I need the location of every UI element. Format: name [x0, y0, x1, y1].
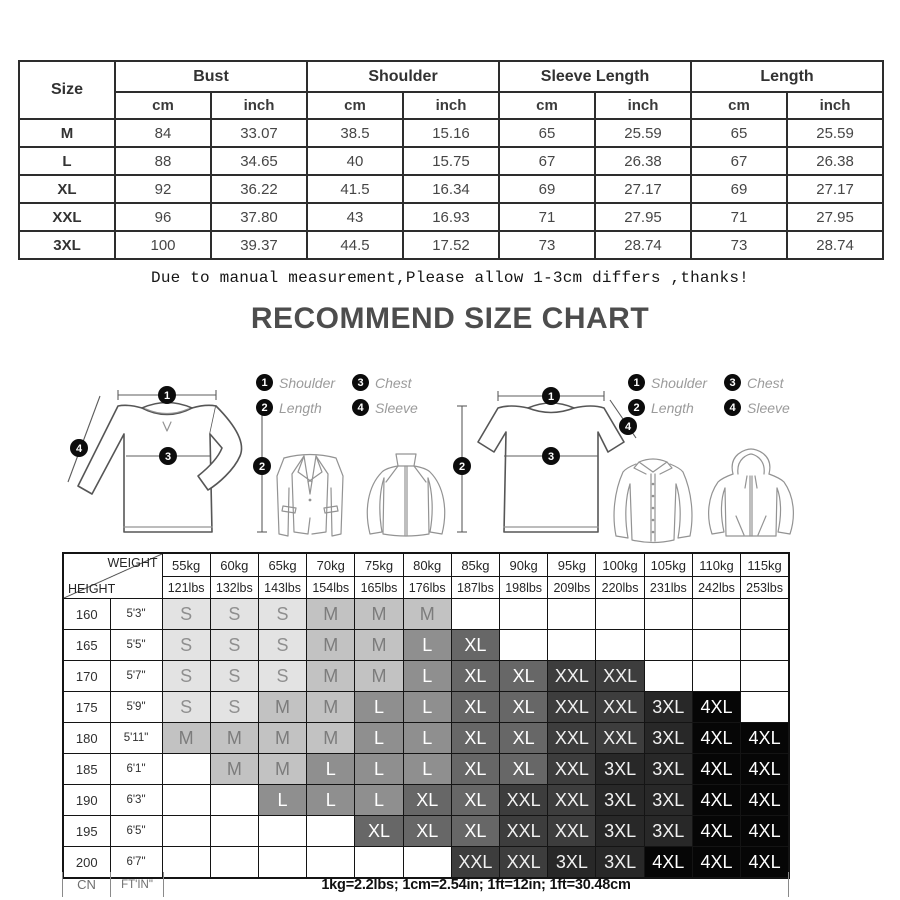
recommended-size-cell: 4XL [692, 816, 740, 847]
height-cm-value: 165 [63, 630, 110, 661]
short-sleeve-diagram [448, 368, 852, 550]
measurement-value: 67 [499, 147, 595, 175]
footer-conversion-note: 1kg=2.2lbs; 1cm=2.54in; 1ft=12in; 1ft=30.48cm [164, 872, 789, 897]
recommended-size-cell: 4XL [741, 754, 789, 785]
measurement-row [19, 231, 883, 259]
measurement-value: 27.95 [595, 203, 691, 231]
recommended-size-cell: XXL [548, 723, 596, 754]
group-header-shoulder: Shoulder [307, 61, 499, 92]
legend-item [256, 399, 352, 416]
height-cm-value: 160 [63, 599, 110, 630]
recommended-size-cell: 3XL [596, 847, 644, 879]
weight-kg-header: 70kg [307, 553, 355, 577]
legend-item [628, 399, 724, 416]
callout-sleeve [619, 417, 637, 435]
measurement-value: 28.74 [787, 231, 883, 259]
unit-header: inch [595, 92, 691, 119]
group-header-bust: Bust [115, 61, 307, 92]
weight-kg-header: 110kg [692, 553, 740, 577]
recommended-size-cell: M [307, 599, 355, 630]
measurement-table-body [19, 119, 883, 259]
recommended-size-cell: 4XL [692, 723, 740, 754]
weight-height-corner-cell [63, 553, 162, 599]
legend-item [352, 374, 436, 391]
weight-kg-header: 65kg [258, 553, 306, 577]
measurement-value: 36.22 [211, 175, 307, 203]
height-cm-value: 190 [63, 785, 110, 816]
legend-label: Sleeve [375, 399, 418, 416]
measurement-value: 43 [307, 203, 403, 231]
empty-size-cell [741, 599, 789, 630]
callout-chest [542, 447, 560, 465]
callout-length [453, 457, 471, 475]
legend-item [628, 374, 724, 391]
recommended-size-cell: M [258, 692, 306, 723]
long-sleeve-diagram [60, 368, 456, 550]
empty-size-cell [692, 630, 740, 661]
weight-lbs-row [63, 577, 789, 599]
size-matrix-row [63, 754, 789, 785]
empty-size-cell [210, 816, 258, 847]
recommended-size-cell: XXL [548, 785, 596, 816]
recommended-size-cell: XL [451, 816, 499, 847]
height-ftin-value: 6'7" [110, 847, 162, 879]
measurement-note: Due to manual measurement,Please allow 1-3cm differs ,thanks! [151, 269, 749, 287]
weight-kg-header: 75kg [355, 553, 403, 577]
recommended-size-cell: S [210, 661, 258, 692]
empty-size-cell [307, 816, 355, 847]
weight-lbs-header: 121lbs [162, 577, 210, 599]
unit-header: cm [307, 92, 403, 119]
measurement-value: 69 [691, 175, 787, 203]
recommended-size-cell: XL [355, 816, 403, 847]
size-value: 3XL [19, 231, 115, 259]
measurement-value: 71 [499, 203, 595, 231]
height-ftin-value: 5'3" [110, 599, 162, 630]
height-ftin-value: 6'3" [110, 785, 162, 816]
recommended-size-cell: 4XL [644, 847, 692, 879]
recommended-size-cell: XL [451, 630, 499, 661]
size-matrix-body [63, 599, 789, 879]
recommended-size-cell: M [355, 630, 403, 661]
height-ftin-value: 5'7" [110, 661, 162, 692]
recommended-size-cell: XXL [500, 847, 548, 879]
measurement-value: 33.07 [211, 119, 307, 147]
measurement-row [19, 147, 883, 175]
recommended-size-cell: S [210, 630, 258, 661]
measurement-value: 28.74 [595, 231, 691, 259]
legend [256, 374, 436, 416]
weight-kg-header: 60kg [210, 553, 258, 577]
footer-cn-label: CN [63, 872, 111, 897]
size-matrix-row [63, 785, 789, 816]
recommended-size-cell: S [162, 661, 210, 692]
recommended-size-cell: XXL [500, 785, 548, 816]
recommended-size-cell: M [307, 661, 355, 692]
svg-text:3: 3 [164, 450, 172, 463]
recommended-size-cell: 4XL [741, 816, 789, 847]
height-ftin-value: 6'5" [110, 816, 162, 847]
legend-label: Length [279, 399, 322, 416]
weight-lbs-header: 143lbs [258, 577, 306, 599]
recommended-size-cell: XL [451, 661, 499, 692]
recommended-size-cell: L [403, 692, 451, 723]
legend-number-badge: 4 [724, 399, 741, 416]
recommended-size-cell: 4XL [741, 847, 789, 879]
legend-item [724, 374, 808, 391]
recommended-size-cell: L [403, 723, 451, 754]
measurement-row [19, 175, 883, 203]
height-cm-value: 185 [63, 754, 110, 785]
measurement-value: 26.38 [595, 147, 691, 175]
recommended-size-cell: S [162, 599, 210, 630]
measurement-value: 65 [499, 119, 595, 147]
empty-size-cell [644, 661, 692, 692]
recommended-size-cell: XXL [596, 692, 644, 723]
recommended-size-cell: 3XL [644, 692, 692, 723]
recommended-size-cell: M [258, 754, 306, 785]
measurement-value: 25.59 [787, 119, 883, 147]
recommended-size-cell: 4XL [692, 754, 740, 785]
legend-label: Length [651, 399, 694, 416]
empty-size-cell [500, 599, 548, 630]
measurement-value: 73 [691, 231, 787, 259]
recommended-size-cell: XL [500, 723, 548, 754]
size-matrix-row [63, 692, 789, 723]
measurement-value: 88 [115, 147, 211, 175]
recommended-size-cell: M [258, 723, 306, 754]
measurement-value: 27.17 [595, 175, 691, 203]
recommended-size-cell: XXL [548, 661, 596, 692]
measurement-value: 17.52 [403, 231, 499, 259]
size-matrix-row [63, 661, 789, 692]
button-shirt-illustration [606, 452, 701, 547]
matrix-footer-row [62, 872, 789, 897]
zip-jacket-illustration [356, 448, 456, 543]
recommended-size-cell: XXL [596, 661, 644, 692]
recommended-size-cell: L [355, 754, 403, 785]
recommended-size-cell: M [307, 692, 355, 723]
recommended-size-cell: XXL [548, 816, 596, 847]
weight-lbs-header: 198lbs [500, 577, 548, 599]
callout-shoulder [158, 386, 176, 404]
height-ftin-value: 5'9" [110, 692, 162, 723]
weight-kg-header: 85kg [451, 553, 499, 577]
corner-weight-label: WEIGHT [107, 556, 158, 570]
recommended-size-cell: S [162, 692, 210, 723]
legend-item [352, 399, 436, 416]
measurement-value: 41.5 [307, 175, 403, 203]
size-value: L [19, 147, 115, 175]
empty-size-cell [692, 599, 740, 630]
legend-item [724, 399, 808, 416]
measurement-value: 96 [115, 203, 211, 231]
legend-item [256, 374, 352, 391]
measurement-value: 65 [691, 119, 787, 147]
recommended-size-cell: 3XL [644, 723, 692, 754]
measurement-value: 38.5 [307, 119, 403, 147]
corner-height-label: HEIGHT [68, 582, 116, 596]
measurement-value: 67 [691, 147, 787, 175]
recommended-size-cell: L [307, 754, 355, 785]
weight-lbs-header: 165lbs [355, 577, 403, 599]
recommended-size-cell: L [403, 661, 451, 692]
recommended-size-cell: M [162, 723, 210, 754]
measurement-row [19, 119, 883, 147]
empty-size-cell [644, 630, 692, 661]
weight-lbs-header: 220lbs [596, 577, 644, 599]
weight-kg-header: 115kg [741, 553, 789, 577]
recommended-size-cell: 3XL [644, 816, 692, 847]
size-value: M [19, 119, 115, 147]
legend-label: Shoulder [651, 374, 708, 391]
recommended-size-cell: XXL [548, 754, 596, 785]
recommended-size-cell: L [355, 723, 403, 754]
weight-lbs-header: 187lbs [451, 577, 499, 599]
empty-size-cell [451, 599, 499, 630]
recommended-size-cell: L [403, 630, 451, 661]
weight-kg-row [63, 553, 789, 577]
empty-size-cell [644, 599, 692, 630]
recommended-size-cell: S [210, 599, 258, 630]
callout-sleeve [70, 439, 88, 457]
callout-shoulder [542, 387, 560, 405]
height-cm-value: 170 [63, 661, 110, 692]
unit-header: cm [499, 92, 595, 119]
svg-text:4: 4 [624, 420, 632, 433]
recommended-size-cell: S [258, 661, 306, 692]
weight-lbs-header: 242lbs [692, 577, 740, 599]
measurement-value: 71 [691, 203, 787, 231]
legend-number-badge: 3 [724, 374, 741, 391]
measurement-value: 92 [115, 175, 211, 203]
measurement-value: 40 [307, 147, 403, 175]
recommended-size-cell: 3XL [596, 816, 644, 847]
height-cm-value: 200 [63, 847, 110, 879]
unit-header: inch [787, 92, 883, 119]
recommended-size-cell: 3XL [596, 785, 644, 816]
weight-kg-header: 100kg [596, 553, 644, 577]
empty-size-cell [741, 661, 789, 692]
recommended-size-cell: L [355, 785, 403, 816]
group-header-length: Length [691, 61, 883, 92]
empty-size-cell [162, 785, 210, 816]
measurement-value: 37.80 [211, 203, 307, 231]
measurement-value: 39.37 [211, 231, 307, 259]
recommended-size-cell: L [355, 692, 403, 723]
size-matrix-row [63, 723, 789, 754]
recommended-size-cell: XXL [548, 692, 596, 723]
measurement-value: 73 [499, 231, 595, 259]
empty-size-cell [162, 754, 210, 785]
recommended-size-cell: 3XL [596, 754, 644, 785]
measurement-value: 15.16 [403, 119, 499, 147]
measurement-value: 44.5 [307, 231, 403, 259]
svg-text:2: 2 [458, 460, 466, 473]
legend-number-badge: 2 [628, 399, 645, 416]
recommended-size-cell: XXL [451, 847, 499, 879]
unit-header-row [19, 92, 883, 119]
recommended-size-cell: S [210, 692, 258, 723]
weight-lbs-header: 132lbs [210, 577, 258, 599]
recommended-size-cell: XL [451, 754, 499, 785]
svg-text:4: 4 [75, 442, 83, 455]
recommended-size-cell: XL [500, 661, 548, 692]
measurement-value: 26.38 [787, 147, 883, 175]
empty-size-cell [596, 599, 644, 630]
footer-ftin-label: FT'IN" [111, 872, 164, 897]
recommended-size-cell: XL [451, 785, 499, 816]
weight-lbs-header: 231lbs [644, 577, 692, 599]
svg-text:2: 2 [258, 460, 266, 473]
recommended-size-cell: M [210, 723, 258, 754]
weight-lbs-header: 209lbs [548, 577, 596, 599]
weight-kg-header: 105kg [644, 553, 692, 577]
height-cm-value: 175 [63, 692, 110, 723]
svg-text:1: 1 [163, 389, 171, 402]
measurement-table [18, 60, 884, 260]
legend-label: Chest [375, 374, 412, 391]
recommended-size-cell: XXL [596, 723, 644, 754]
unit-header: inch [403, 92, 499, 119]
recommended-size-cell: XXL [500, 816, 548, 847]
unit-header: cm [115, 92, 211, 119]
measurement-row [19, 203, 883, 231]
size-matrix-table [62, 552, 790, 879]
empty-size-cell [596, 630, 644, 661]
size-matrix-row [63, 630, 789, 661]
size-matrix-row [63, 816, 789, 847]
empty-size-cell [162, 816, 210, 847]
height-ftin-value: 6'1" [110, 754, 162, 785]
legend-number-badge: 2 [256, 399, 273, 416]
svg-text:3: 3 [547, 450, 555, 463]
empty-size-cell [548, 630, 596, 661]
recommended-size-cell: S [162, 630, 210, 661]
svg-text:1: 1 [547, 390, 555, 403]
recommended-size-cell: M [355, 599, 403, 630]
legend-number-badge: 4 [352, 399, 369, 416]
empty-size-cell [258, 816, 306, 847]
empty-size-cell [548, 599, 596, 630]
recommended-size-cell: XL [403, 816, 451, 847]
measurement-value: 27.95 [787, 203, 883, 231]
empty-size-cell [741, 630, 789, 661]
size-header: Size [19, 61, 115, 119]
measurement-value: 100 [115, 231, 211, 259]
unit-header: inch [211, 92, 307, 119]
size-matrix-row [63, 599, 789, 630]
weight-kg-header: 55kg [162, 553, 210, 577]
weight-kg-header: 90kg [500, 553, 548, 577]
recommended-size-cell: XL [451, 723, 499, 754]
recommended-size-cell: XL [500, 692, 548, 723]
recommended-size-cell: 4XL [692, 785, 740, 816]
measurement-value: 27.17 [787, 175, 883, 203]
legend-number-badge: 1 [256, 374, 273, 391]
height-ftin-value: 5'11" [110, 723, 162, 754]
empty-size-cell [500, 630, 548, 661]
weight-lbs-header: 176lbs [403, 577, 451, 599]
legend-label: Chest [747, 374, 784, 391]
legend-number-badge: 1 [628, 374, 645, 391]
page-title: RECOMMEND SIZE CHART [250, 302, 650, 335]
recommended-size-cell: L [307, 785, 355, 816]
recommended-size-cell: XL [403, 785, 451, 816]
blazer-illustration [268, 448, 353, 543]
legend-label: Shoulder [279, 374, 336, 391]
long-sleeve-shirt-illustration [66, 384, 271, 546]
recommended-size-cell: 4XL [692, 692, 740, 723]
size-value: XL [19, 175, 115, 203]
weight-lbs-header: 154lbs [307, 577, 355, 599]
recommended-size-cell: 3XL [644, 754, 692, 785]
measurement-value: 16.93 [403, 203, 499, 231]
weight-kg-header: 80kg [403, 553, 451, 577]
legend [628, 374, 808, 416]
measurement-value: 16.34 [403, 175, 499, 203]
height-cm-value: 180 [63, 723, 110, 754]
recommended-size-cell: 3XL [644, 785, 692, 816]
recommended-size-cell: 3XL [548, 847, 596, 879]
recommended-size-cell: M [210, 754, 258, 785]
empty-size-cell [692, 661, 740, 692]
recommended-size-cell: 4XL [741, 723, 789, 754]
recommended-size-cell: S [258, 630, 306, 661]
legend-label: Sleeve [747, 399, 790, 416]
recommended-size-cell: L [403, 754, 451, 785]
weight-kg-header: 95kg [548, 553, 596, 577]
callout-chest [159, 447, 177, 465]
weight-lbs-header: 253lbs [741, 577, 789, 599]
size-value: XXL [19, 203, 115, 231]
height-cm-value: 195 [63, 816, 110, 847]
legend-number-badge: 3 [352, 374, 369, 391]
measurement-value: 34.65 [211, 147, 307, 175]
recommended-size-cell: M [307, 630, 355, 661]
hoodie-illustration [704, 446, 799, 546]
measurement-header-row [19, 61, 883, 92]
recommended-size-cell: M [403, 599, 451, 630]
unit-header: cm [691, 92, 787, 119]
measurement-value: 25.59 [595, 119, 691, 147]
recommended-size-cell: M [307, 723, 355, 754]
recommended-size-cell: M [355, 661, 403, 692]
recommended-size-cell: L [258, 785, 306, 816]
measurement-value: 84 [115, 119, 211, 147]
height-ftin-value: 5'5" [110, 630, 162, 661]
recommended-size-cell: 4XL [741, 785, 789, 816]
measurement-value: 69 [499, 175, 595, 203]
recommended-size-cell: XL [500, 754, 548, 785]
empty-size-cell [741, 692, 789, 723]
recommended-size-cell: 4XL [692, 847, 740, 879]
empty-size-cell [210, 785, 258, 816]
measurement-value: 15.75 [403, 147, 499, 175]
recommended-size-cell: S [258, 599, 306, 630]
group-header-sleeve-length: Sleeve Length [499, 61, 691, 92]
recommended-size-cell: XL [451, 692, 499, 723]
